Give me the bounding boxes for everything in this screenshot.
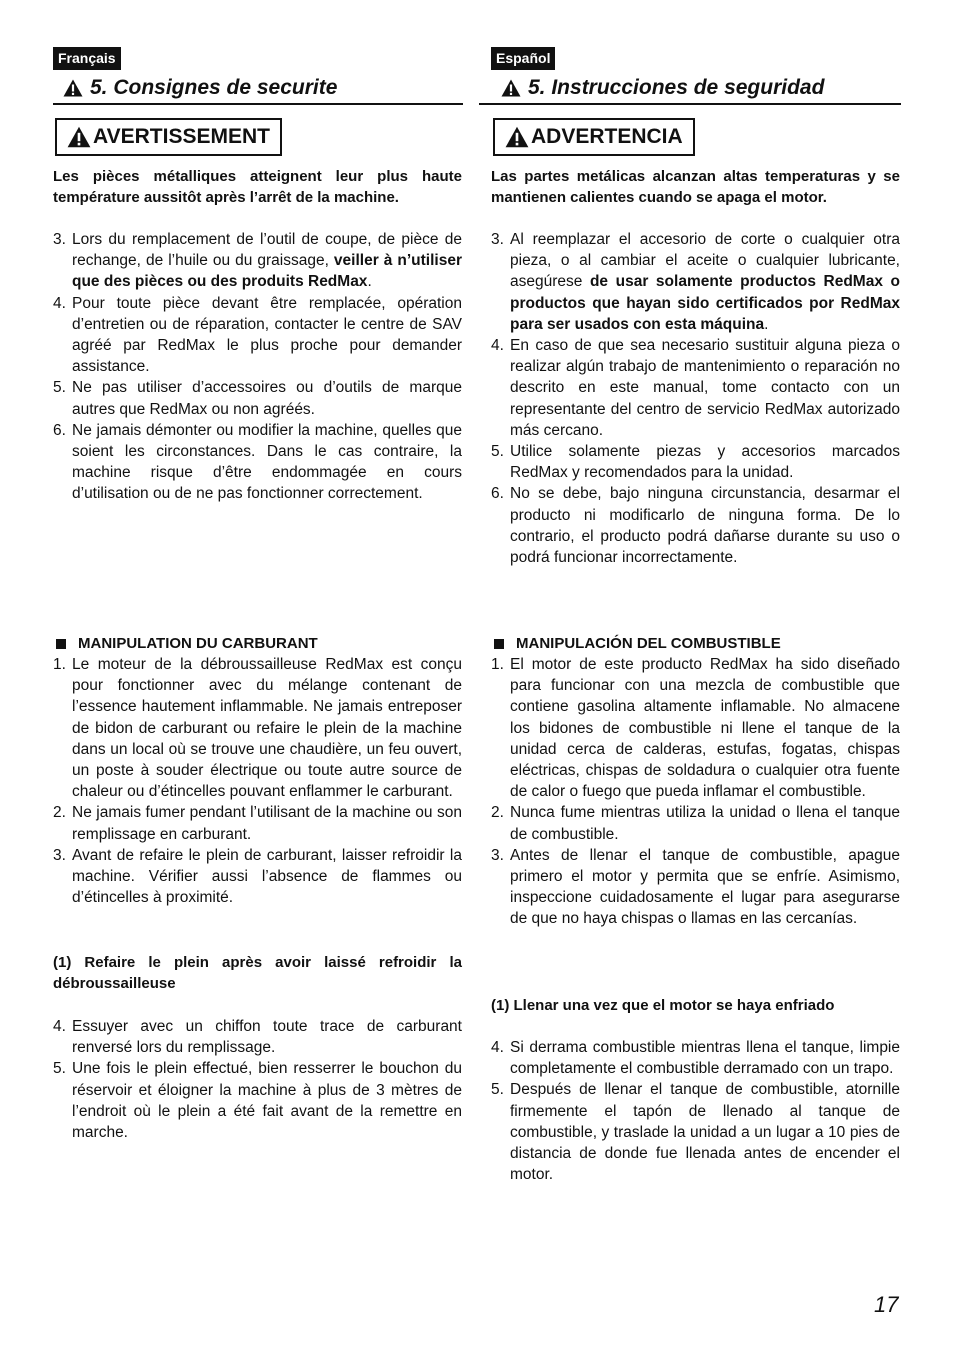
title-rule [479,103,901,105]
section-title-text: 5. Consignes de securite [90,76,338,99]
list-item: 4. Essuyer avec un chiffon toute trace de carburant renversé lors du remplissage. [53,1018,462,1057]
warning-box [55,118,282,156]
fuel-section [53,633,462,908]
warning-triangle-icon [505,126,529,148]
list-item: 6. Ne jamais démonter ou modifier la machine, quelles que soient les circonstances. Dans le cas contraire, la machine risque d’être endommagée en cours d’utilisation ou de ne pas fonctionner correctement. [53,421,462,503]
refuel-note: (1) Refaire le plein après avoir laissé refroidir la débroussailleuse [53,954,462,992]
list-item: 3. Al reemplazar el accesorio de corte o cualquier otra pieza, o al cambiar el aceite o cualquier lubricante, asegúrese de usar solamente productos RedMax o productos que hayan sido certificados por RedMax para ser usados con esta máquina. [491,231,900,333]
language-tab: Français [53,47,121,70]
refuel-note: (1) Llenar una vez que el motor se haya enfriado [491,997,835,1014]
section-title-text: 5. Instrucciones de seguridad [528,76,825,99]
safety-list [53,229,462,505]
list-item: 5. Ne pas utiliser d’accessoires ou d’outils de marque autres que RedMax ou non agréés. [53,379,462,418]
list-item: 3. Avant de refaire le plein de carburant, laisser refroidir la machine. Vérifier aussi l’absence de flammes ou d’étincelles à proximité. [53,846,462,907]
warning-label: ADVERTENCIA [531,125,683,148]
list-item: 2. Nunca fume mientras utiliza la unidad o llena el tanque de combustible. [491,804,900,843]
list-item: 4. En caso de que sea necesario sustituir alguna pieza o realizar algún trabajo de mantenimiento o reparación no descrito en este manual, tome contacto con un representante del centro de servicio RedMax autorizado más cercano. [491,337,900,439]
refuel-list [53,1016,462,1143]
title-rule [53,103,463,105]
warning-lead-text: Les pièces métalliques atteignent leur plus haute température aussitôt après l’arrêt de la machine. [53,168,462,206]
list-item: 5. Después de llenar el tanque de combustible, atornille firmemente el tapón de llenado al tanque de combustible, y traslade la unidad a un lugar a 10 pies de distancia de donde fue llenada antes de encender el motor. [491,1081,900,1184]
page-number: 17 [874,1292,899,1317]
safety-list [491,229,900,568]
list-item: 3. Lors du remplacement de l’outil de coupe, de pièce de rechange, de l’huile ou du graissage, veiller à n’utiliser que des pièces ou des produits RedMax. [53,231,462,291]
list-item: 2. Ne jamais fumer pendant l’utilisant de la machine ou son remplissage en carburant. [53,804,462,843]
section-title [53,75,337,101]
list-item: 3. Antes de llenar el tanque de combustible, apague primero el motor y permita que se enfríe. Asimismo, inspeccione cuidadosamente el lugar para asegurarse de que no haya chispas o llamas en las cercanías. [491,846,900,928]
list-item: 4. Si derrama combustible mientras llena el tanque, limpie completamente el combustible derramado con un trapo. [491,1039,900,1078]
warning-triangle-icon [63,79,83,97]
square-bullet-icon [56,639,66,649]
list-item: 5. Utilice solamente piezas y accesorios marcados RedMax y recomendados para la unidad. [491,443,900,482]
fuel-heading: MANIPULATION DU CARBURANT [53,633,462,654]
fuel-section [491,633,900,930]
language-tab: Español [491,47,555,70]
fuel-heading: MANIPULACIÓN DEL COMBUSTIBLE [491,633,900,654]
warning-box [493,118,695,156]
warning-label: AVERTISSEMENT [93,125,270,148]
warning-triangle-icon [501,79,521,97]
warning-lead-text: Las partes metálicas alcanzan altas temperaturas y se mantienen calientes cuando se apaga el motor. [491,168,900,206]
list-item: 1. El motor de este producto RedMax ha sido diseñado para funcionar con una mezcla de combustible que contiene gasolina altamente inflamable. No almacene los bidones de combustible ni llene el tanque de la unidad cerca de calderas, estufas, fogatas, chispas eléctricas, chispas de soldadura o cualquier otra fuente de calor o fuego que pueda inflamar el combustible. [491,656,900,801]
list-item: 6. No se debe, bajo ninguna circunstancia, desarmar el producto ni modificarlo de ninguna forma. De lo contrario, el producto podrá dañarse durante su uso o podrá funcionar incorrectamente. [491,485,900,567]
list-item: 4. Pour toute pièce devant être remplacée, opération d’entretien ou de réparation, contacter le centre de SAV agréé par RedMax le plus proche pour demander assistance. [53,294,462,376]
refuel-list [491,1037,900,1185]
warning-triangle-icon [67,126,91,148]
list-item: 1. Le moteur de la débroussailleuse RedMax est conçu pour fonctionner avec du mélange contenant de l’essence hautement inflammable. Ne jamais entreposer de bidon de carburant ou refaire le plein de la machine dans un local où se trouve une chaudière, un feu ouvert, un poste à souder électrique ou toute autre source de chaleur ou d’étincelles pouvant enflammer le carburant. [53,656,462,801]
section-title [491,75,824,101]
list-item: 5. Une fois le plein effectué, bien resserrer le bouchon du réservoir et éloigner la machine à plus de 3 mètres de l’endroit où le plein a été fait avant de la remettre en marche. [53,1060,462,1142]
square-bullet-icon [494,639,504,649]
